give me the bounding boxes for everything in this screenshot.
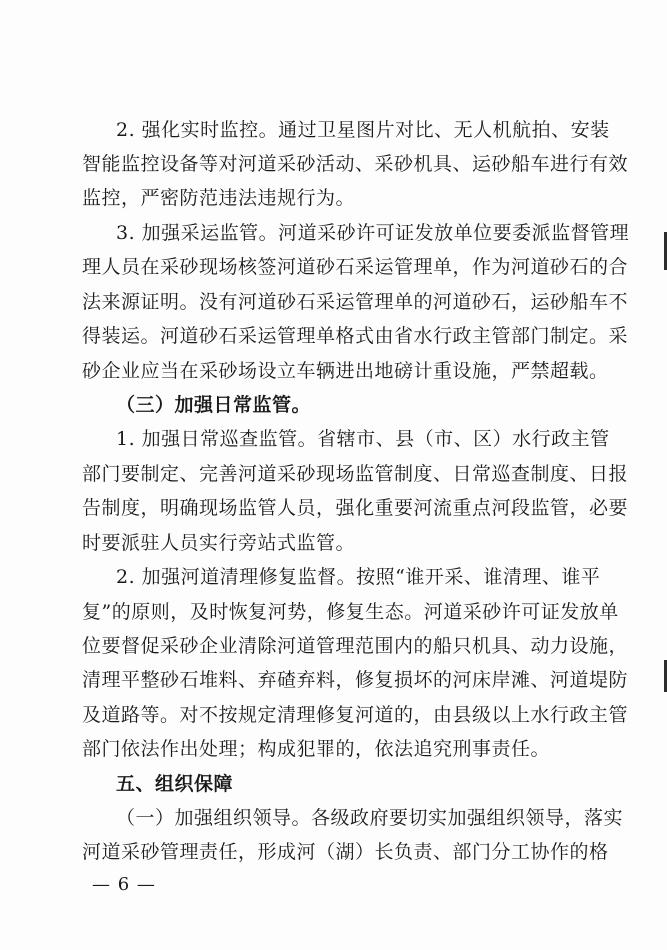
paragraph-2-realtime-monitoring-line-2: 智能监控设备等对河道采砂活动、采砂机具、运砂船车进行有效 bbox=[82, 153, 629, 175]
paragraph-organization-leadership-line-2: 河道采砂管理责任，形成河（湖）长负责、部门分工协作的格 bbox=[82, 841, 609, 863]
paragraph-2-river-cleanup-line-4: 清理平整砂石堆料、弃碴弃料，修复损坏的河床岸滩、河道堤防 bbox=[82, 669, 629, 691]
paragraph-2-river-cleanup-line-6: 部门依法作出处理；构成犯罪的，依法追究刑事责任。 bbox=[82, 738, 551, 760]
paragraph-3-mining-transport-line-5: 砂企业应当在采砂场设立车辆进出地磅计重设施，严禁超载。 bbox=[82, 360, 609, 382]
paragraph-2-river-cleanup-line-3: 位要督促采砂企业清除河道管理范围内的船只机具、动力设施， bbox=[82, 635, 629, 657]
paragraph-2-realtime-monitoring-line-1: 2. 强化实时监控。通过卫星图片对比、无人机航拍、安装 bbox=[116, 119, 610, 141]
paragraph-3-mining-transport-line-4: 得装运。河道砂石采运管理单格式由省水行政主管部门制定。采 bbox=[82, 325, 629, 347]
page-number: — 6 — bbox=[92, 874, 156, 895]
paragraph-3-mining-transport-line-3: 法来源证明。没有河道砂石采运管理单的河道砂石，运砂船车不 bbox=[82, 291, 629, 313]
paragraph-2-river-cleanup-line-1: 2. 加强河道清理修复监督。按照“谁开采、谁清理、谁平 bbox=[116, 566, 601, 588]
paragraph-3-mining-transport-line-2: 理人员在采砂现场核签河道砂石采运管理单，作为河道砂石的合 bbox=[82, 256, 629, 278]
paragraph-2-realtime-monitoring-line-3: 监控，严密防范违法违规行为。 bbox=[82, 187, 356, 209]
paragraph-1-daily-inspection-line-4: 时要派驻人员实行旁站式监管。 bbox=[82, 532, 356, 554]
paragraph-2-river-cleanup-line-2: 复”的原则，及时恢复河势，修复生态。河道采砂许可证发放单 bbox=[82, 601, 619, 623]
paragraph-1-daily-inspection-line-3: 告制度，明确现场监管人员，强化重要河流重点河段监管，必要 bbox=[82, 497, 629, 519]
section-5-heading: 五、组织保障 bbox=[116, 773, 234, 795]
paragraph-3-mining-transport-line-1: 3. 加强采运监管。河道采砂许可证发放单位要委派监督管理 bbox=[116, 222, 630, 244]
paragraph-organization-leadership-line-1: （一）加强组织领导。各级政府要切实加强组织领导，落实 bbox=[116, 807, 624, 829]
paragraph-1-daily-inspection-line-2: 部门要制定、完善河道采砂现场监管制度、日常巡查制度、日报 bbox=[82, 463, 629, 485]
paragraph-1-daily-inspection-line-1: 1. 加强日常巡查监管。省辖市、县（市、区）水行政主管 bbox=[116, 428, 610, 450]
section-3-heading: （三）加强日常监管。 bbox=[116, 394, 312, 416]
paragraph-2-river-cleanup-line-5: 及道路等。对不按规定清理修复河道的，由县级以上水行政主管 bbox=[82, 704, 629, 726]
